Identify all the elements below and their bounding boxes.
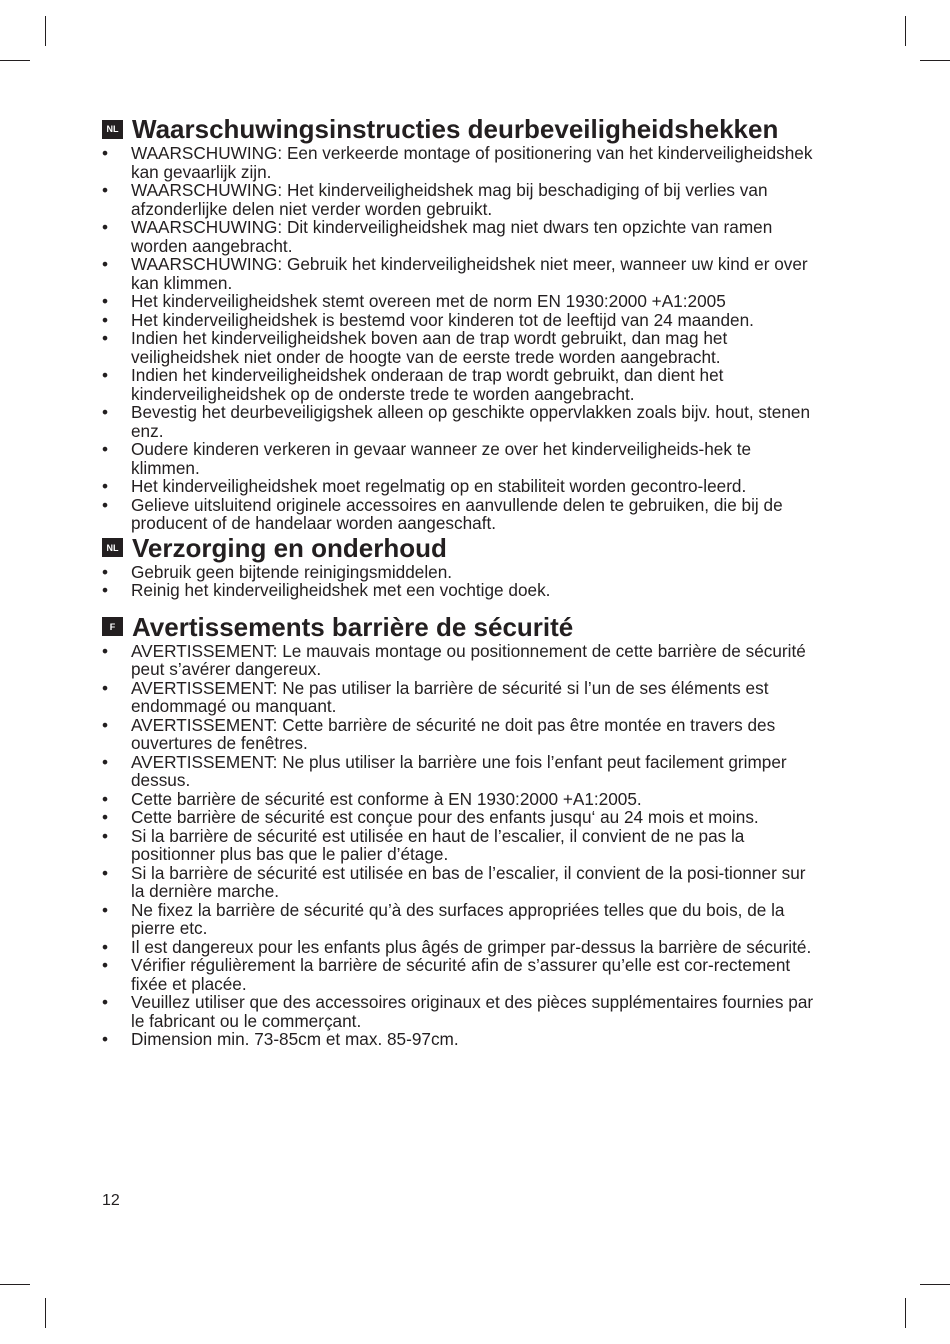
language-badge: F [102, 617, 123, 636]
list-item: • Gebruik geen bijtende reinigingsmiddelen. [102, 563, 822, 582]
list-item: • AVERTISSEMENT: Ne pas utiliser la barrière de sécurité si l’un de ses éléments est endommagé ou manquant. [102, 679, 822, 716]
list-item: • Ne fixez la barrière de sécurité qu’à des surfaces appropriées telles que du bois, de la pierre etc. [102, 901, 822, 938]
list-item: • WAARSCHUWING: Een verkeerde montage of positionering van het kinderveiligheidshek kan gevaarlijk zijn. [102, 144, 822, 181]
crop-mark [920, 1284, 950, 1285]
section-dutch-care [102, 533, 822, 600]
page-content [102, 114, 822, 1049]
list-item: • Oudere kinderen verkeren in gevaar wanneer ze over het kinderveiligheids-hek te klimmen. [102, 440, 822, 477]
list-item: • Veuillez utiliser que des accessoires originaux et des pièces supplémentaires fournies par le fabricant ou le commerçant. [102, 993, 822, 1030]
crop-mark [0, 60, 30, 61]
list-item: • Cette barrière de sécurité est conçue pour des enfants jusqu‘ au 24 mois et moins. [102, 808, 822, 827]
list-item: • Si la barrière de sécurité est utilisée en haut de l’escalier, il convient de ne pas la positionner plus bas que le palier d’étage. [102, 827, 822, 864]
language-badge: NL [102, 120, 123, 139]
warning-list [102, 642, 822, 1049]
crop-mark [45, 1298, 46, 1328]
section-title: Avertissements barrière de sécurité [132, 611, 574, 642]
crop-mark [45, 16, 46, 46]
list-item: • AVERTISSEMENT: Ne plus utiliser la barrière une fois l’enfant peut facilement grimper dessus. [102, 753, 822, 790]
list-item: • Dimension min. 73-85cm et max. 85-97cm. [102, 1030, 822, 1049]
warning-list [102, 144, 822, 533]
care-list [102, 563, 822, 600]
crop-mark [905, 16, 906, 46]
list-item: • Vérifier régulièrement la barrière de sécurité afin de s’assurer qu’elle est cor-rectement fixée et placée. [102, 956, 822, 993]
page-number: 12 [102, 1192, 120, 1209]
list-item: • AVERTISSEMENT: Cette barrière de sécurité ne doit pas être montée en travers des ouvertures de fenêtres. [102, 716, 822, 753]
list-item: • Gelieve uitsluitend originele accessoires en aanvullende delen te gebruiken, die bij de producent of de handelaar worden aangeschaft. [102, 496, 822, 533]
section-title: Waarschuwingsinstructies deurbeveiligheidshekken [132, 114, 779, 144]
list-item: • WAARSCHUWING: Dit kinderveiligheidshek mag niet dwars ten opzichte van ramen worden aangebracht. [102, 218, 822, 255]
list-item: • Indien het kinderveiligheidshek boven aan de trap wordt gebruikt, dan mag het veiligheidshek niet onder de hoogte van de eerste trede worden aangebracht. [102, 329, 822, 366]
list-item: • WAARSCHUWING: Gebruik het kinderveiligheidshek niet meer, wanneer uw kind er over kan klimmen. [102, 255, 822, 292]
list-item: • Il est dangereux pour les enfants plus âgés de grimper par-dessus la barrière de sécurité. [102, 938, 822, 957]
crop-mark [920, 60, 950, 61]
list-item: • AVERTISSEMENT: Le mauvais montage ou positionnement de cette barrière de sécurité peut s’avérer dangereux. [102, 642, 822, 679]
list-item: • Reinig het kinderveiligheidshek met een vochtige doek. [102, 581, 822, 600]
list-item: • Bevestig het deurbeveiligigshek alleen op geschikte oppervlakken zoals bijv. hout, stenen enz. [102, 403, 822, 440]
list-item: • Het kinderveiligheidshek stemt overeen met de norm EN 1930:2000 +A1:2005 [102, 292, 822, 311]
list-item: • Het kinderveiligheidshek is bestemd voor kinderen tot de leeftijd van 24 maanden. [102, 311, 822, 330]
section-dutch-warnings [102, 114, 822, 533]
list-item: • Cette barrière de sécurité est conforme à EN 1930:2000 +A1:2005. [102, 790, 822, 809]
section-heading [102, 612, 822, 642]
language-badge: NL [102, 538, 123, 557]
list-item: • Si la barrière de sécurité est utilisée en bas de l’escalier, il convient de la posi-tionner sur la dernière marche. [102, 864, 822, 901]
section-heading [102, 533, 822, 563]
list-item: • WAARSCHUWING: Het kinderveiligheidshek mag bij beschadiging of bij verlies van afzonderlijke delen niet verder worden gebruikt. [102, 181, 822, 218]
list-item: • Indien het kinderveiligheidshek onderaan de trap wordt gebruikt, dan dient het kinderveiligheidshek op de onderste trede te worden aangebracht. [102, 366, 822, 403]
crop-mark [905, 1298, 906, 1328]
crop-mark [0, 1284, 30, 1285]
list-item: • Het kinderveiligheidshek moet regelmatig op en stabiliteit worden gecontro-leerd. [102, 477, 822, 496]
section-heading [102, 114, 822, 144]
section-title: Verzorging en onderhoud [132, 532, 447, 563]
section-french-warnings [102, 612, 822, 1049]
